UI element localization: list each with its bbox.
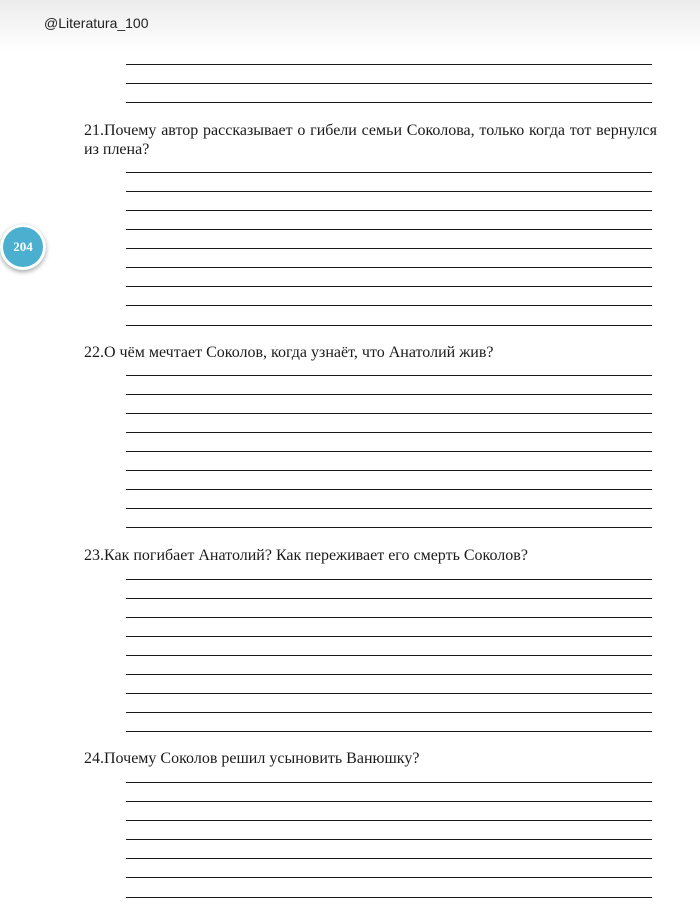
answer-line[interactable] (126, 579, 652, 580)
answer-line[interactable] (126, 820, 652, 821)
answer-line (126, 83, 652, 84)
question-text: Почему автор рассказывает о гибели семьи Соколова, только когда тот вернулся из плена? (84, 122, 657, 158)
question-24 (84, 749, 657, 768)
answer-line[interactable] (126, 432, 652, 433)
question-21 (84, 121, 657, 159)
answer-line[interactable] (126, 782, 652, 783)
answer-line[interactable] (126, 693, 652, 694)
channel-watermark: @Literatura_100 (44, 15, 149, 31)
question-text: О чём мечтает Соколов, когда узнаёт, что Анатолий жив? (104, 344, 494, 361)
question-text: Почему Соколов решил усыновить Ванюшку? (104, 750, 420, 767)
answer-line[interactable] (126, 172, 652, 173)
answer-line[interactable] (126, 674, 652, 675)
answer-line[interactable] (126, 508, 652, 509)
answer-line[interactable] (126, 731, 652, 732)
answer-line[interactable] (126, 325, 652, 326)
answer-line[interactable] (126, 248, 652, 249)
answer-line[interactable] (126, 617, 652, 618)
answer-line (126, 102, 652, 103)
answer-line[interactable] (126, 839, 652, 840)
answer-line[interactable] (126, 636, 652, 637)
answer-line[interactable] (126, 598, 652, 599)
page-number-badge: 204 (0, 224, 46, 270)
question-number: 22. (84, 344, 104, 361)
answer-line[interactable] (126, 801, 652, 802)
question-number: 24. (84, 750, 104, 767)
answer-line[interactable] (126, 394, 652, 395)
answer-line[interactable] (126, 451, 652, 452)
answer-line (126, 64, 652, 65)
answer-line[interactable] (126, 897, 652, 898)
answer-line[interactable] (126, 489, 652, 490)
answer-line[interactable] (126, 655, 652, 656)
question-23 (84, 546, 657, 565)
answer-line[interactable] (126, 858, 652, 859)
question-number: 23. (84, 547, 104, 564)
answer-line[interactable] (126, 877, 652, 878)
answer-line[interactable] (126, 229, 652, 230)
answer-line[interactable] (126, 470, 652, 471)
question-text: Как погибает Анатолий? Как переживает его смерть Соколов? (104, 547, 528, 564)
answer-line[interactable] (126, 191, 652, 192)
answer-line[interactable] (126, 305, 652, 306)
answer-line[interactable] (126, 267, 652, 268)
answer-line[interactable] (126, 210, 652, 211)
answer-line[interactable] (126, 413, 652, 414)
answer-line[interactable] (126, 286, 652, 287)
answer-line[interactable] (126, 375, 652, 376)
answer-line[interactable] (126, 712, 652, 713)
answer-line[interactable] (126, 527, 652, 528)
question-22 (84, 343, 657, 362)
question-number: 21. (84, 122, 104, 139)
